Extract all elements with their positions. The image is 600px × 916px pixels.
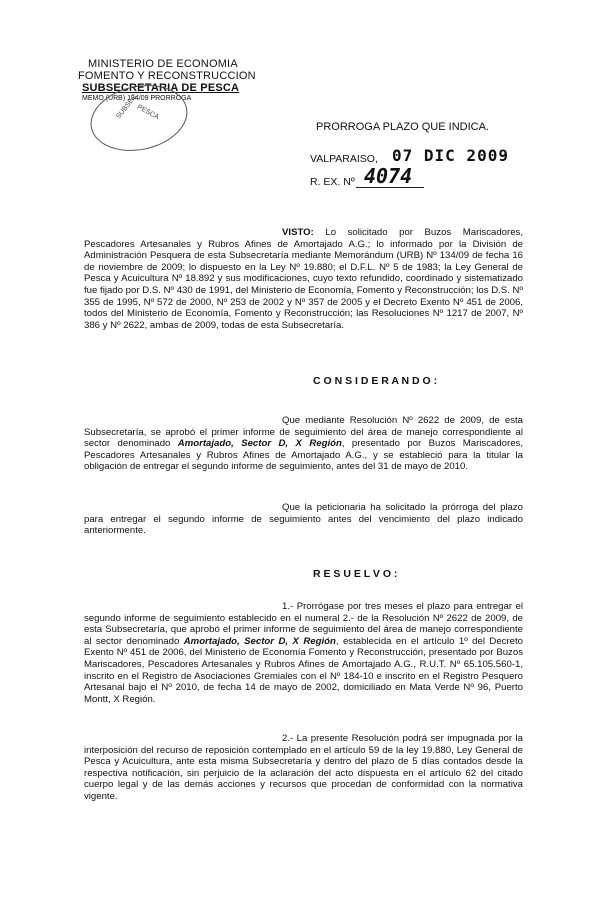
date-stamp: 07 DIC 2009 xyxy=(392,146,509,165)
considerando-heading: C O N S I D E R A N D O : xyxy=(313,375,438,387)
considerando-p2-text: Que la peticionaria ha solicitado la prórroga del plazo para entregar el segundo informe de seguimiento antes del vencimiento del plazo indicado anteriormente. xyxy=(84,502,523,537)
rex-label: R. EX. Nº xyxy=(310,176,355,188)
resuelvo-p1-text-c: , establecida en el artículo 1º del Decreto Exento Nº 451 de 2006, del Ministerio de Economía Fomento y Reconstrucción, presentado por Buzos Mariscadores, Pescadores Artesanales y Rubros Afines de Amortajado A.G., R.U.T. Nº 65.105.560-1, inscrito en el Registro de Asociaciones Gremiales con el Nº 184-10 e inscrito en el Registro Pesquero Artesanal bajo el Nº 2010, de fecha 14 de mayo de 2002, domiciliado en Mata Verde Nº 96, Puerto Montt, X Región. xyxy=(84,635,523,705)
visto-label: VISTO: xyxy=(282,227,314,238)
considerando-p1-sector: Amortajado, Sector D, X Región xyxy=(177,438,342,450)
stamp-text-a: SUBSEC xyxy=(115,93,139,121)
subject-line: PRORROGA PLAZO QUE INDICA. xyxy=(316,121,489,133)
visto-text: Lo solicitado por Buzos Mariscadores, Pescadores Artesanales y Rubros Afines de Amortajado A.G.; lo informado por la División de Administración Pesquera de esta Subsecretaría mediante Memorándum (URB) Nº 134/09 de fecha 16 de noviembre de 2009; lo dispuesto en la Ley Nº 19.880; el D.F.L. Nº 5 de 1983; la Ley General de Pesca y Acuicultura Nº 18.892 y sus modificaciones, cuyo texto refundido, coordinado y sistematizado fue fijado por D.S. Nº 430 de 1991, del Ministerio de Economía, Fomento y Reconstrucción; los D.S. Nº 355 de 1995, Nº 572 de 2000, Nº 253 de 2002 y Nº 357 de 2005 y el Decreto Exento Nº 451 de 2006, todos del Ministerio de Economía, Fomento y Reconstrucción; las Resoluciones Nº 1217 de 2007, Nº 386 y Nº 2622, ambas de 2009, todas de esta Subsecretaría. xyxy=(84,227,523,331)
resuelvo-p1-sector: Amortajado, Sector D, X Región xyxy=(183,635,336,647)
ministry-line-3: SUBSECRETARIA DE PESCA xyxy=(82,82,240,94)
resuelvo-heading: R E S U E L V O : xyxy=(313,568,398,580)
considerando-p1-text-c: , presentado por Buzos Mariscadores, Pescadores Artesanales y Rubros Afines de Amortajado A.G., y se estableció para la titular la obligación de entregar el segundo informe de seguimiento, antes del 31 de mayo de 2010. xyxy=(84,438,523,473)
resuelvo-p2-text: 2.- La presente Resolución podrá ser impugnada por la interposición del recurso de reposición contemplado en el artículo 59 de la ley 19.880, Ley General de Pesca y Acuicultura, ante esta misma Subsecretaría y dentro del plazo de 5 días contados desde la respectiva notificación, sin perjuicio de la aclaración del acto dispuesta en el artículo 62 del citado cuerpo legal y de las demás acciones y recursos que procedan de conformidad con la normativa vigente. xyxy=(84,733,523,802)
ministry-line-2: FOMENTO Y RECONSTRUCCION xyxy=(78,70,256,82)
ministry-line-1: MINISTERIO DE ECONOMIA xyxy=(88,58,238,70)
resuelvo-p1-text-a: 1.- Prorrógase por tres meses el plazo para entregar el segundo informe de seguimiento establecido en el numeral 2.- de la Resolución Nº 2622 de 2009, de esta Subsecretaría, que aprobó el primer informe de seguimiento del área de manejo correspondiente al sector denominado xyxy=(84,601,523,647)
considerando-paragraph-2 xyxy=(84,502,523,537)
resuelvo-paragraph-2 xyxy=(84,733,523,803)
place-label: VALPARAISO, xyxy=(310,153,378,165)
resuelvo-paragraph-1 xyxy=(84,601,523,705)
visto-section xyxy=(84,227,523,331)
rex-number: 4074 xyxy=(364,164,413,188)
stamp-text-b: PESCA xyxy=(135,103,161,122)
considerando-p1-text-a: Que mediante Resolución Nº 2622 de 2009, de esta Subsecretaría, se aprobó el primer informe de seguimiento del área de manejo correspondiente al sector denominado xyxy=(84,415,523,450)
memo-reference: MEMO (URB) 134/09 PRORROGA xyxy=(82,95,192,102)
considerando-paragraph-1 xyxy=(84,415,523,473)
